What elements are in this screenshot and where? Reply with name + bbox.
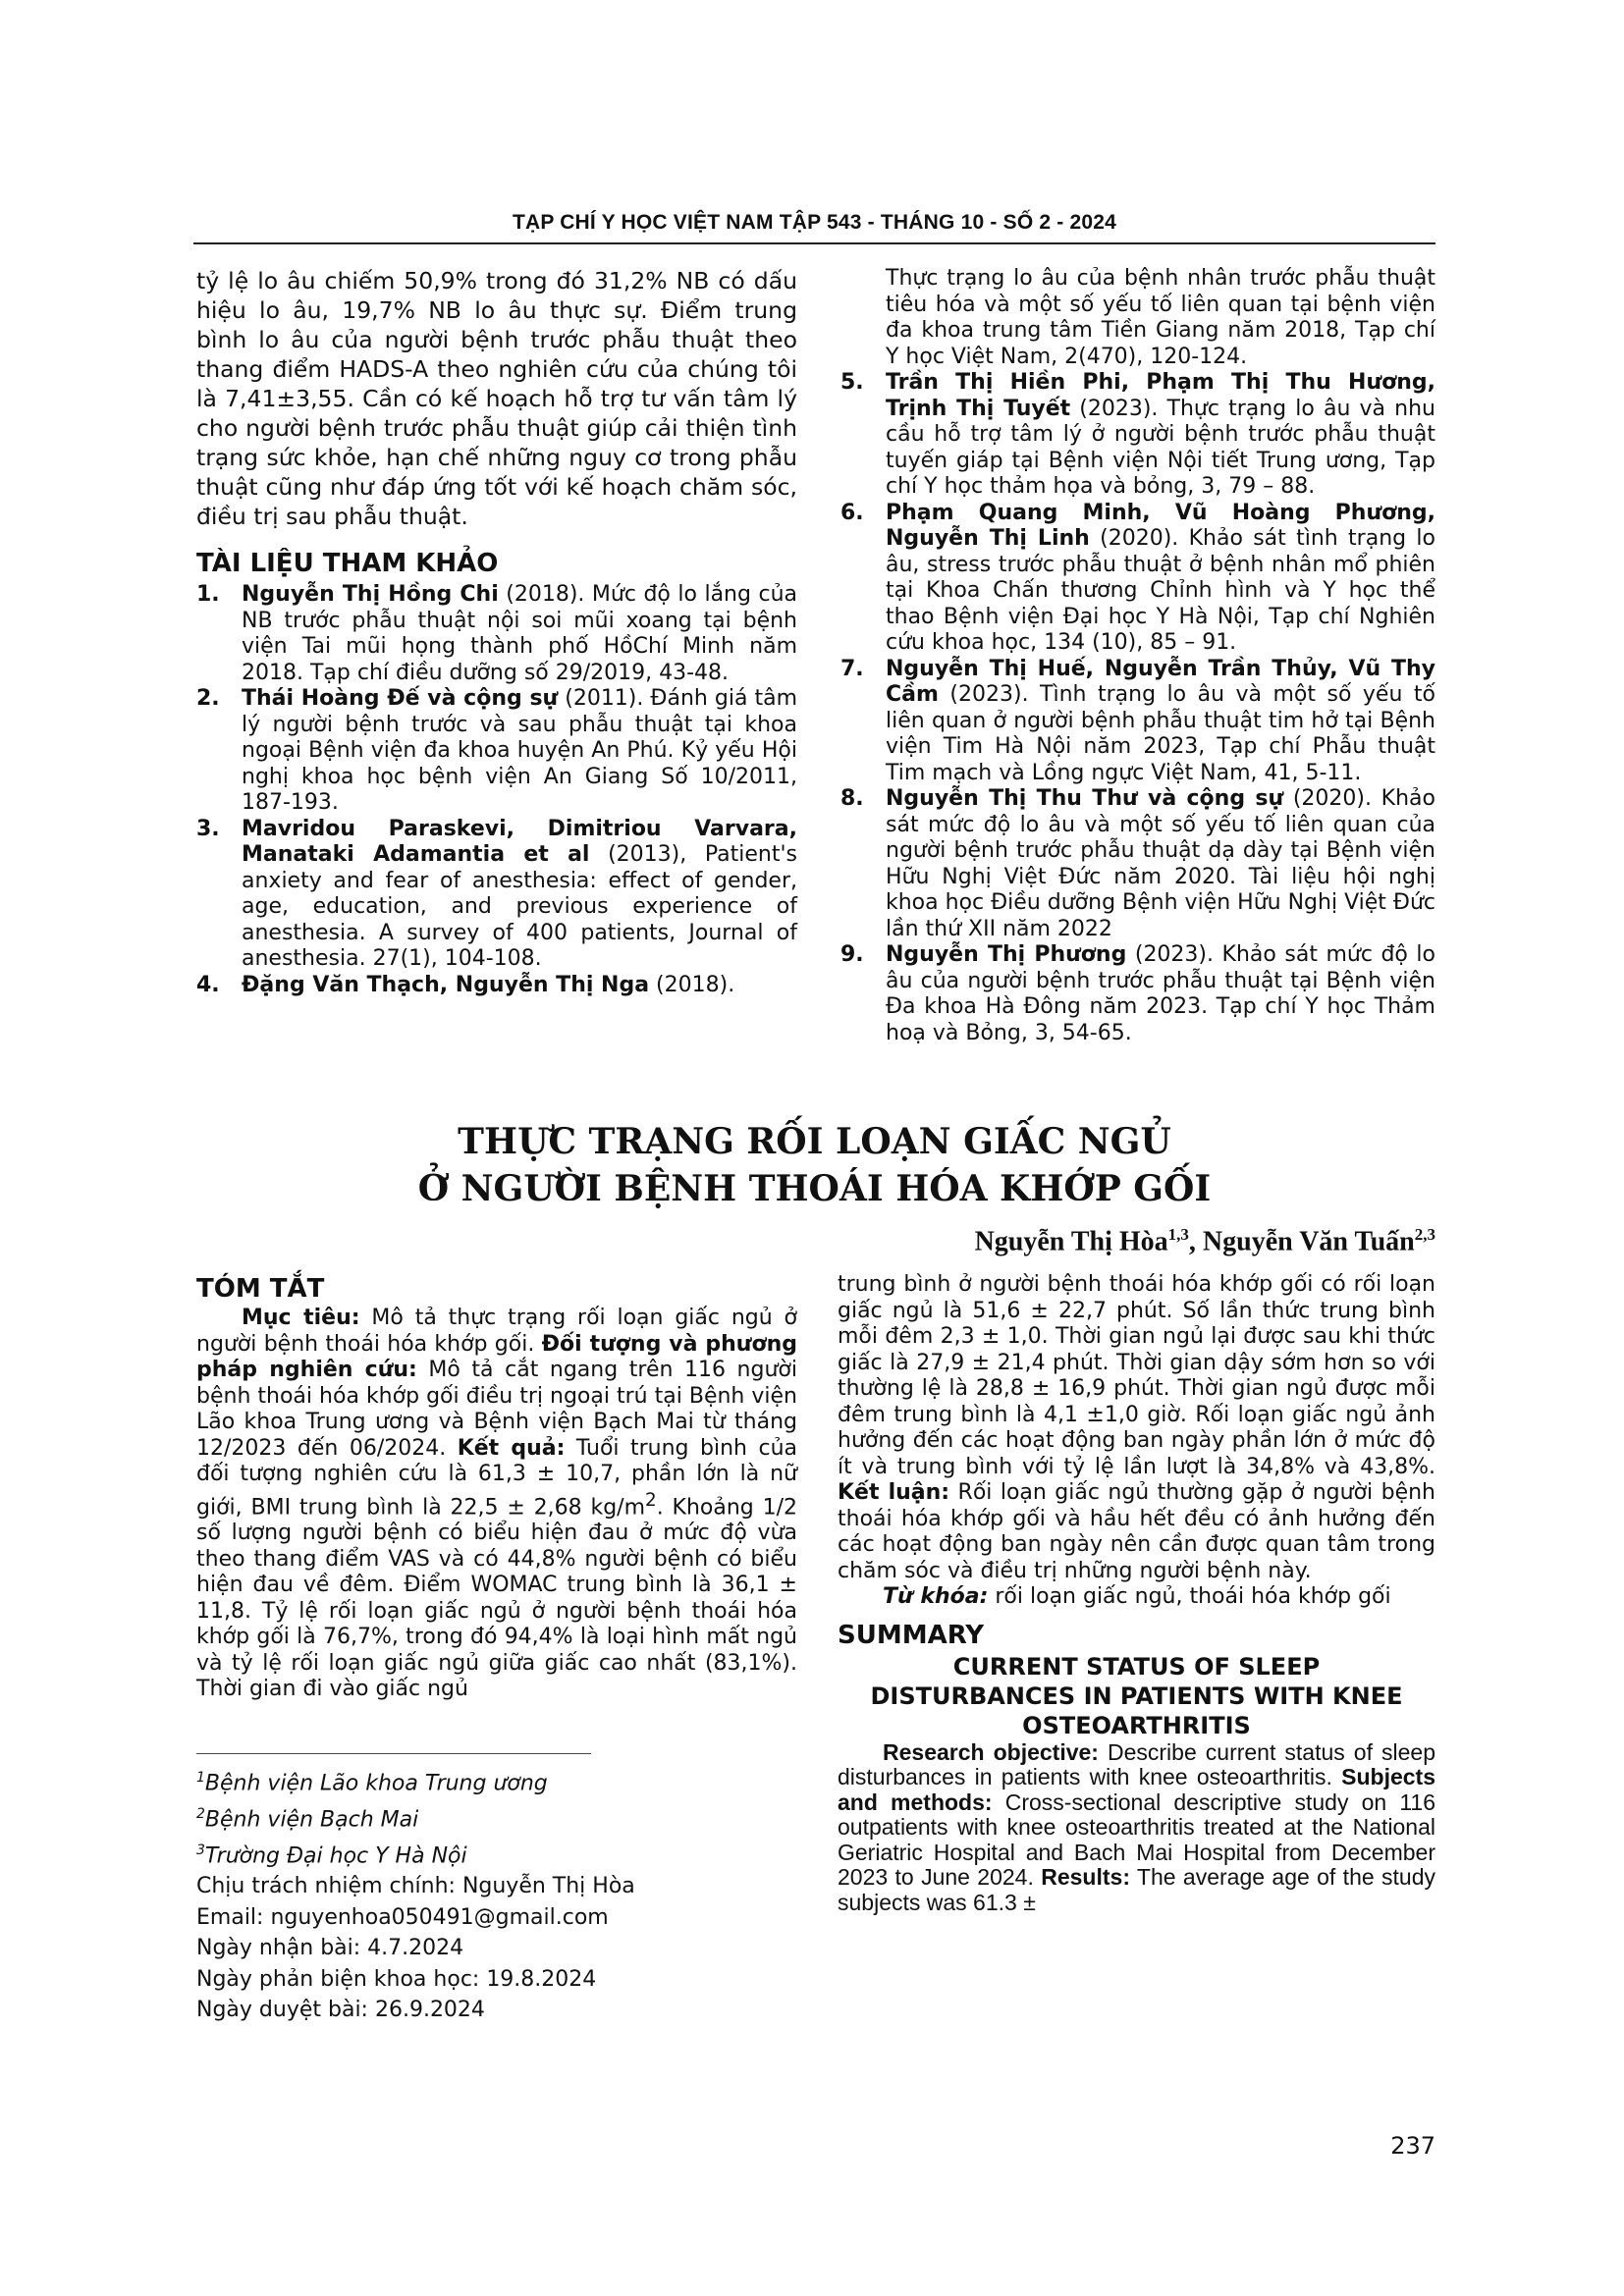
reference-authors: Nguyễn Thị Huế, Nguyễn Trần Thủy, Vũ Thy Cầm <box>886 656 1435 707</box>
prev-conclusion-paragraph: tỷ lệ lo âu chiếm 50,9% trong đó 31,2% NB có dấu hiệu lo âu, 19,7% NB lo âu thực sự. Điểm trung bình lo âu của người bệnh trước phẫu thuật theo thang điểm HADS-A theo nghiên cứu của chúng tôi là 7,41±3,55. Cần có kế hoạch hỗ trợ tư vấn tâm lý cho người bệnh trước phẫu thuật giúp cải thiện tình trạng sức khỏe, hạn chế những nguy cơ trong phẫu thuật cũng như đáp ứng tốt với kế hoạch chăm sóc, điều trị sau phẫu thuật. <box>196 267 797 530</box>
affiliation-2-text: Bệnh viện Bạch Mai <box>204 1807 419 1833</box>
reference-text <box>242 973 797 999</box>
reference-number: 7. <box>840 656 864 681</box>
en-title-line3: OSTEOARTHRITIS <box>1022 1711 1251 1739</box>
author-1-affiliation: 1,3 <box>1167 1225 1189 1244</box>
text-en-methods: Cross-sectional descriptive study on 116 outpatients with knee osteoarthritis treated at the National Geriatric Hospital and Bach Mai Hospital from December 2023 to June 2024. <box>838 1789 1436 1890</box>
reference-authors: Thái Hoàng Đế và cộng sự <box>242 686 559 711</box>
references-list-left <box>196 582 797 998</box>
article-title-line2: Ở NGƯỜI BỆNH THOÁI HÓA KHỚP GỐI <box>417 1168 1212 1209</box>
reference-number: 9. <box>840 942 864 967</box>
reference-text <box>242 817 797 973</box>
author-2: Nguyễn Văn Tuấn <box>1202 1226 1415 1257</box>
abstract-vi-body <box>196 1306 797 1703</box>
date-received: Ngày nhận bài: 4.7.2024 <box>196 1936 464 1961</box>
reference-details: (2013), Patient's anxiety and fear of anesthesia: effect of gender, age, education, and previous experience of anesthesia. A survey of 400 patients, Journal of anesthesia. 27(1), 104-108. <box>242 842 797 971</box>
abstract-vi-continued <box>838 1272 1435 1584</box>
author-line <box>975 1225 1435 1257</box>
prev-article-right-column <box>840 266 1435 1046</box>
reference-details: (2023). Khảo sát mức độ lo âu của người bệnh trước phẫu thuật tại Bệnh viện Đa khoa Hà Đông năm 2023. Tạp chí Y học Thảm hoạ và Bỏng, 3, 54-65. <box>886 942 1435 1045</box>
label-conclusion: Kết luận: <box>838 1480 950 1505</box>
reference-details: (2011). Đánh giá tâm lý người bệnh trước và sau phẫu thuật tại khoa ngoại Bệnh viện đa khoa huyện An Phú. Kỷ yếu Hội nghị khoa học bệnh viện An Giang Số 10/2011, 187-193. <box>242 686 797 815</box>
reference-text <box>886 786 1435 942</box>
header-rule <box>193 242 1435 244</box>
label-methods: Đối tượng và phương pháp nghiên cứu: <box>196 1331 797 1382</box>
reference-item <box>196 582 797 686</box>
text-results-b: . Khoảng 1/2 số lượng người bệnh có biểu hiện đau ở mức độ vừa theo thang điểm VAS và có 44,8% người bệnh có biểu hiện đau về đêm. Điểm WOMAC trung bình là 36,1 ± 11,8. Tỷ lệ rối loạn giấc ngủ ở người bệnh thoái hóa khớp gối là 76,7%, trong đó 94,4% là loại hình mất ngủ và tỷ lệ rối loạn giấc ngủ giữa giấc cao nhất (83,1%). Thời gian đi vào giấc ngủ <box>196 1494 797 1702</box>
reference-details: (2018). Mức độ lo lắng của NB trước phẫu thuật nội soi mũi xoang tại bệnh viện Tai mũi họng thành phố HồChí Minh năm 2018. Tạp chí điều dưỡng số 29/2019, 43-48. <box>242 582 797 685</box>
references-heading: TÀI LIỆU THAM KHẢO <box>196 549 499 578</box>
affiliation-2 <box>196 1799 797 1836</box>
label-results: Kết quả: <box>457 1435 566 1461</box>
affiliation-3 <box>196 1836 797 1872</box>
reference-details: (2023). Thực trạng lo âu và nhu cầu hỗ trợ tâm lý ở người bệnh trước phẫu thuật tuyến giáp tại Bệnh viện Nội tiết Trung ương, Tạp chí Y học thảm họa và bỏng, 3, 79 – 88. <box>886 396 1435 499</box>
summary-vi-heading: TÓM TẮT <box>196 1274 325 1304</box>
affiliation-1-mark: 1 <box>196 1770 205 1786</box>
text-objective: Mô tả thực trạng rối loạn giấc ngủ ở người bệnh thoái hóa khớp gối. <box>196 1306 797 1357</box>
text-keywords: rối loạn giấc ngủ, thoái hóa khớp gối <box>988 1584 1391 1609</box>
author-2-affiliation: 2,3 <box>1414 1225 1435 1244</box>
reference-text <box>242 686 797 817</box>
en-title-line2: DISTURBANCES IN PATIENTS WITH KNEE <box>870 1682 1403 1710</box>
label-en-results: Results: <box>1041 1864 1130 1890</box>
label-objective: Mục tiêu: <box>242 1306 360 1330</box>
affiliation-1 <box>196 1763 797 1799</box>
reference-4-continued: Thực trạng lo âu của bệnh nhân trước phẫu thuật tiêu hóa và một số yếu tố liên quan tại bệnh viện đa khoa trung tâm Tiền Giang năm 2018, Tạp chí Y học Việt Nam, 2(470), 120-124. <box>886 266 1435 369</box>
article-title-line1: THỰC TRẠNG RỐI LOẠN GIẤC NGỦ <box>458 1121 1171 1162</box>
reference-authors: Phạm Quang Minh, Vũ Hoàng Phương, Nguyễn Thị Linh <box>886 500 1435 551</box>
affiliation-3-mark: 3 <box>196 1842 205 1858</box>
reference-item <box>840 657 1435 787</box>
affiliation-3-text: Trường Đại học Y Hà Nội <box>204 1842 467 1868</box>
label-en-methods: Subjects and methods: <box>838 1764 1435 1815</box>
text-en-objective: Describe current status of sleep disturbances in patients with knee osteoarthritis. <box>838 1738 1435 1789</box>
author-1: Nguyễn Thị Hòa <box>974 1226 1168 1257</box>
footnotes <box>196 1763 797 2026</box>
reference-details: (2020). Khảo sát mức độ lo âu và một số yếu tố liên quan của người bệnh trước phẫu thuật dạ dày tại Bệnh viện Hữu Nghị Việt Đức năm 2020. Tài liệu hội nghị khoa học Điều dưỡng Bệnh viện Hữu Nghị Việt Đức lần thứ XII năm 2022 <box>886 786 1435 941</box>
corresponding-author: Chịu trách nhiệm chính: Nguyễn Thị Hòa <box>196 1874 635 1899</box>
reference-details: (2023). Tình trạng lo âu và một số yếu tố liên quan ở người bệnh phẫu thuật tim hở tại Bệnh viện Tim Hà Nội năm 2023, Tạp chí Phẫu thuật Tim mạch và Lồng ngực Việt Nam, 41, 5-11. <box>886 682 1435 785</box>
keywords-vi <box>838 1584 1435 1611</box>
text-conclusion: Rối loạn giấc ngủ thường gặp ở người bệnh thoái hóa khớp gối và hầu hết đều có ảnh hưởng đến các hoạt động ban ngày nên cần được quan tâm trong chăm sóc và điều trị những người bệnh này. <box>838 1480 1435 1583</box>
affiliation-2-mark: 2 <box>196 1805 205 1822</box>
running-header: TẠP CHÍ Y HỌC VIỆT NAM TẬP 543 - THÁNG 10 - SỐ 2 - 2024 <box>512 211 1117 234</box>
author-separator: , <box>1188 1226 1203 1257</box>
abstract-right-column <box>838 1272 1435 1915</box>
label-en-objective: Research objective: <box>883 1738 1099 1765</box>
reference-authors: Nguyễn Thị Hồng Chi <box>242 582 499 607</box>
reference-authors: Nguyễn Thị Phương <box>886 942 1127 967</box>
reference-authors: Trần Thị Hiền Phi, Phạm Thị Thu Hương, Trịnh Thị Tuyết <box>886 370 1435 421</box>
reference-item <box>196 817 797 973</box>
reference-details: (2018). <box>649 972 735 997</box>
abstract-vi-column <box>196 1272 797 1703</box>
reference-item <box>196 686 797 817</box>
text-methods: Mô tả cắt ngang trên 116 người bệnh thoái hóa khớp gối điều trị ngoại trú tại Bệnh viện Lão khoa Trung ương và Bệnh viện Bạch Mai từ tháng 12/2023 đến 06/2024. <box>196 1358 797 1461</box>
reference-authors: Đặng Văn Thạch, Nguyễn Thị Nga <box>242 972 650 997</box>
en-title-line1: CURRENT STATUS OF SLEEP <box>952 1652 1321 1681</box>
reference-text <box>242 582 797 686</box>
reference-authors: Nguyễn Thị Thu Thư và cộng sự <box>886 786 1284 811</box>
prev-article-left-column <box>196 266 797 998</box>
text-results-c: trung bình ở người bệnh thoái hóa khớp gối có rối loạn giấc ngủ là 51,6 ± 22,7 phút. Số lần thức trung bình mỗi đêm 2,3 ± 1,0. Thời gian ngủ lại được sau khi thức giấc là 27,9 ± 21,4 phút. Thời gian dậy sớm hơn so với thường lệ là 28,8 ± 16,9 phút. Thời gian ngủ được mỗi đêm trung bình là 4,1 ±1,0 giờ. Rối loạn giấc ngủ ảnh hưởng đến các hoạt động ban ngày phần lớn ở mức độ ít và trung bình với tỷ lệ lần lượt là 34,8% và 43,8%. <box>838 1272 1435 1479</box>
reference-item <box>196 973 797 999</box>
references-list-right <box>840 370 1435 1046</box>
reference-text <box>886 370 1435 501</box>
reference-number: 1. <box>196 582 220 607</box>
reference-item <box>840 942 1435 1046</box>
reference-item <box>840 501 1435 657</box>
date-accepted: Ngày duyệt bài: 26.9.2024 <box>196 1998 485 2023</box>
abstract-en-body <box>838 1740 1435 1916</box>
date-reviewed: Ngày phản biện khoa học: 19.8.2024 <box>196 1966 597 1992</box>
reference-text <box>886 657 1435 787</box>
text-results-a: Tuổi trung bình của đối tượng nghiên cứu là 61,3 ± 10,7, phần lớn là nữ giới, BMI trung bình là 22,5 ± 2,68 kg/m <box>196 1435 797 1520</box>
reference-item <box>840 370 1435 501</box>
reference-text <box>886 501 1435 657</box>
reference-authors: Mavridou Paraskevi, Dimitriou Varvara, Manataki Adamantia et al <box>242 816 797 867</box>
text-en-results: The average age of the study subjects was 61.3 ± <box>838 1864 1435 1915</box>
unit-superscript: 2 <box>645 1489 657 1511</box>
reference-number: 5. <box>840 370 864 395</box>
label-keywords: Từ khóa: <box>883 1584 989 1609</box>
page-number: 237 <box>1390 2132 1435 2160</box>
reference-item <box>840 786 1435 942</box>
footnote-rule <box>196 1753 591 1754</box>
reference-number: 8. <box>840 786 864 811</box>
reference-text <box>886 942 1435 1046</box>
reference-number: 3. <box>196 816 220 841</box>
corresponding-email: Email: nguyenhoa050491@gmail.com <box>196 1904 609 1930</box>
affiliation-1-text: Bệnh viện Lão khoa Trung ương <box>204 1771 548 1796</box>
reference-number: 4. <box>196 972 220 997</box>
reference-number: 2. <box>196 686 220 711</box>
reference-details: (2020). Khảo sát tình trạng lo âu, stress trước phẫu thuật ở bệnh nhân mổ phiên tại Khoa Chấn thương Chỉnh hình và Y học thể thao Bệnh viện Đại học Y Hà Nội, Tạp chí Nghiên cứu khoa học, 134 (10), 85 – 91. <box>886 526 1435 655</box>
reference-number: 6. <box>840 500 864 525</box>
summary-en-heading: SUMMARY <box>838 1620 985 1650</box>
